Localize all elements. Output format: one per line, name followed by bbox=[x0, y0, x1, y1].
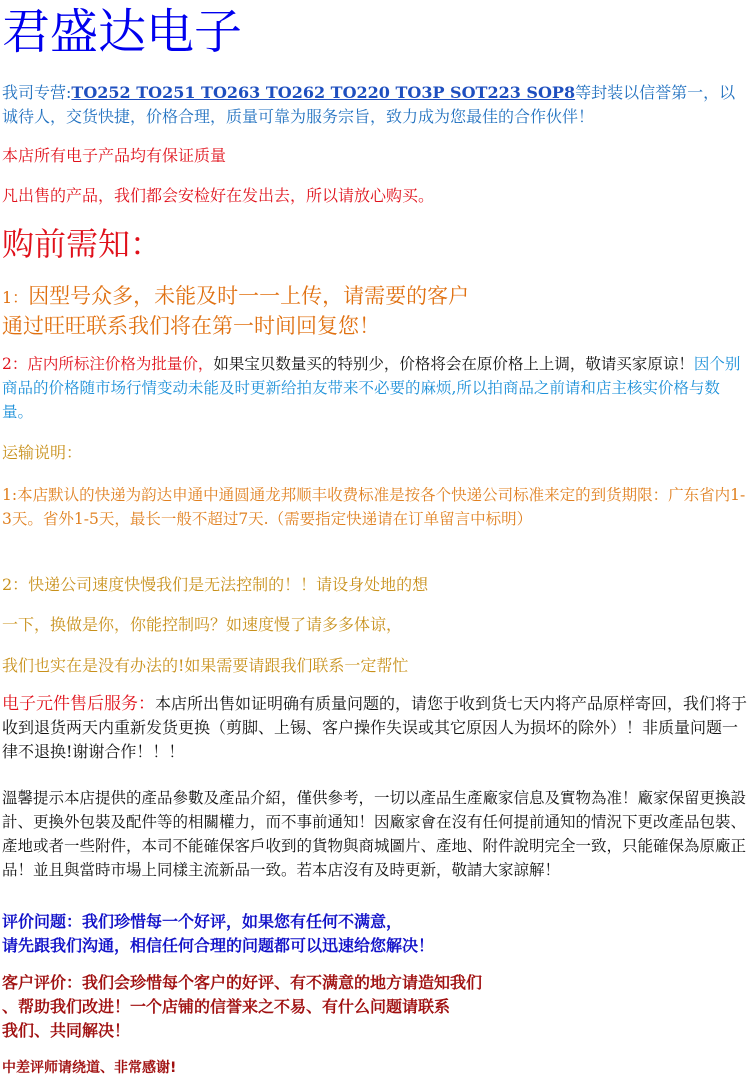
shipping-item-3: 一下，换做是你，你能控制吗？如速度慢了请多多体谅， bbox=[2, 615, 403, 634]
notice-1 bbox=[2, 282, 748, 340]
shipping-item-1: 1:本店默认的快递为韵达申通中通圆通龙邦顺丰收费标准是按各个快递公司标准来定的到货期限：广东省内1-3天。省外1-5天，最长一般不超过7天.（需要指定快递请在订单留言中标明） bbox=[2, 486, 746, 528]
quality-guarantee: 本店所有电子产品均有保证质量 bbox=[2, 146, 227, 165]
after-sales-label: 电子元件售后服务： bbox=[2, 694, 155, 714]
intro-suffix: 等封装以信誉第一，以诚待人，交货快捷，价格合理，质量可靠为服务宗旨，致力成为您最佳的合作伙伴！ bbox=[2, 83, 736, 126]
intro-prefix: 我司专营: bbox=[2, 83, 72, 102]
closing-note: 中差评师请绕道、非常感谢! bbox=[2, 1060, 177, 1076]
package-types-link[interactable]: TO252 TO251 TO263 TO262 TO220 TO3P SOT223 SOP8 bbox=[71, 83, 576, 102]
notice-2-batch-price: 2：店内所标注价格为批量价， bbox=[2, 355, 214, 373]
notice-2-price-check: 因个别商品的价格随市场行情变动未能及时更新给拍友带来不必要的麻烦,所以拍商品之前请和店主核实价格与数量。 bbox=[2, 355, 741, 421]
after-sales-text: 本店所出售如证明确有质量问题的，请您于收到货七天内将产品原样寄回，我们将于收到退货两天内重新发货更换（剪脚、上锡、客户操作失误或其它原因人为损坏的除外）！非质量问题一律不退换!谢谢合作！！！ bbox=[2, 694, 748, 761]
customer-review-line-3: 我们、共同解决！ bbox=[2, 1021, 131, 1040]
notice-1-line1: 因型号众多，未能及时一一上传，请需要的客户 bbox=[28, 284, 470, 308]
review-line-1: 评价问题：我们珍惜每一个好评，如果您有任何不满意， bbox=[2, 912, 403, 931]
customer-review-line-1: 客户评价：我们会珍惜每个客户的好评、有不满意的地方请造知我们 bbox=[2, 973, 483, 992]
notice-2-small-qty: 如果宝贝数量买的特别少，价格将会在原价格上上调，敬请买家原谅！ bbox=[213, 355, 694, 373]
review-line-2: 请先跟我们沟通，相信任何合理的问题都可以迅速给您解决！ bbox=[2, 936, 435, 955]
customer-review-line-2: 、帮助我们改进！一个店铺的信誉来之不易、有什么问题请联系 bbox=[2, 997, 451, 1016]
notice-1-line2: 通过旺旺联系我们将在第一时间回复您！ bbox=[2, 314, 380, 338]
intro-paragraph bbox=[2, 81, 748, 129]
shipping-item-4: 我们也实在是没有办法的!如果需要请跟我们联系一定帮忙 bbox=[2, 656, 409, 675]
notice-1-number: 1： bbox=[2, 288, 29, 307]
notice-2 bbox=[2, 352, 748, 424]
shipping-heading: 运输说明： bbox=[2, 443, 83, 462]
after-sales-service bbox=[2, 692, 748, 764]
pre-purchase-heading: 购前需知： bbox=[2, 225, 163, 263]
shop-title: 君盛达电子 bbox=[2, 4, 243, 60]
customer-review-policy bbox=[2, 971, 748, 1043]
disclaimer-paragraph: 溫馨提示本店提供的產品參數及產品介紹，僅供參考，一切以產品生產廠家信息及實物為准！廠家保留更換設計、更換外包裝及配件等的相關權力，而不事前通知！因廠家會在沒有任何提前通知的情況下更改產品包裝、產地或者一些附件，本司不能確保客戶收到的貨物與商城圖片、產地、附件說明完全一致，只能確保為原廠正品！並且與當時市場上同樣主流新品一致。若本店沒有及時更新，敬請大家諒解！ bbox=[2, 789, 747, 879]
inspection-notice: 凡出售的产品，我们都会安检好在发出去，所以请放心购买。 bbox=[2, 186, 435, 205]
review-policy bbox=[2, 910, 748, 958]
shipping-item-2: 2：快递公司速度快慢我们是无法控制的！！请设身处地的想 bbox=[2, 575, 429, 594]
